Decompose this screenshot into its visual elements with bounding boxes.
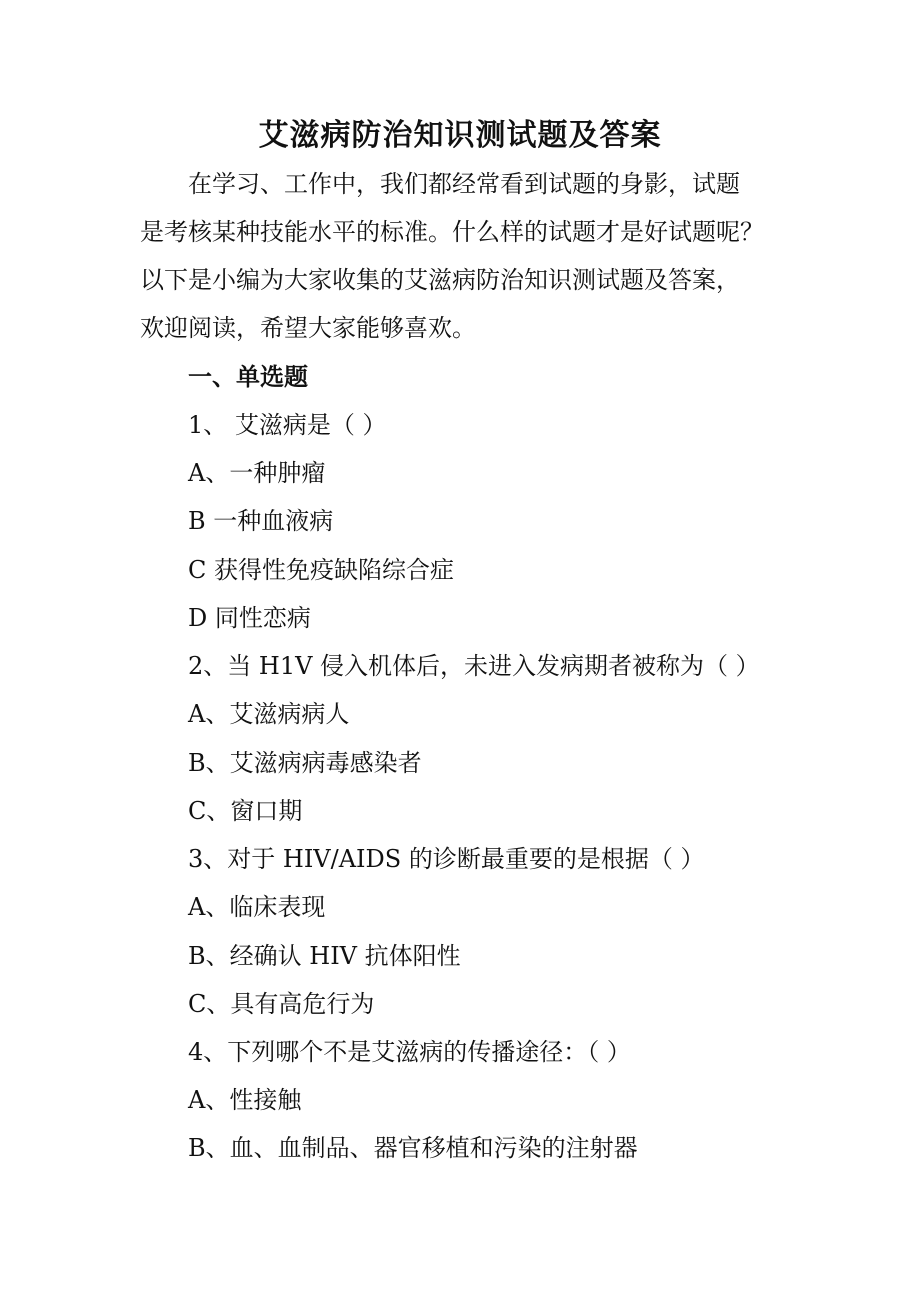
question-option: B、血、血制品、器官移植和污染的注射器 xyxy=(188,1134,638,1162)
question-option: A、艾滋病病人 xyxy=(188,700,350,728)
question-option: A、一种肿瘤 xyxy=(188,459,326,487)
question-option: A、性接触 xyxy=(188,1086,302,1114)
question-option: C 获得性免疫缺陷综合症 xyxy=(188,556,454,584)
question-stem: 1、 艾滋病是（ ） xyxy=(188,411,387,439)
question-option: D 同性恋病 xyxy=(188,604,311,632)
question-stem: 4、下列哪个不是艾滋病的传播途径：（ ） xyxy=(188,1038,631,1066)
question-stem: 3、对于 HIV/AIDS 的诊断最重要的是根据（ ） xyxy=(188,845,705,873)
question-option: B、经确认 HIV 抗体阳性 xyxy=(188,942,461,970)
question-stem: 2、当 H1V 侵入机体后，未进入发病期者被称为（ ） xyxy=(188,652,760,680)
intro-line-2: 是考核某种技能水平的标准。什么样的试题才是好试题呢？ xyxy=(140,218,764,246)
page-title: 艾滋病防治知识测试题及答案 xyxy=(258,118,662,153)
question-option: C、具有高危行为 xyxy=(188,990,375,1018)
intro-line-4: 欢迎阅读，希望大家能够喜欢。 xyxy=(140,314,476,342)
question-option: C、窗口期 xyxy=(188,797,303,825)
question-option: B、艾滋病病毒感染者 xyxy=(188,749,422,777)
section-heading: 一、单选题 xyxy=(188,362,308,391)
question-option: A、临床表现 xyxy=(188,893,326,921)
question-option: B 一种血液病 xyxy=(188,507,334,535)
intro-line-3: 以下是小编为大家收集的艾滋病防治知识测试题及答案， xyxy=(140,266,740,294)
intro-line-1: 在学习、工作中，我们都经常看到试题的身影，试题 xyxy=(188,170,740,198)
